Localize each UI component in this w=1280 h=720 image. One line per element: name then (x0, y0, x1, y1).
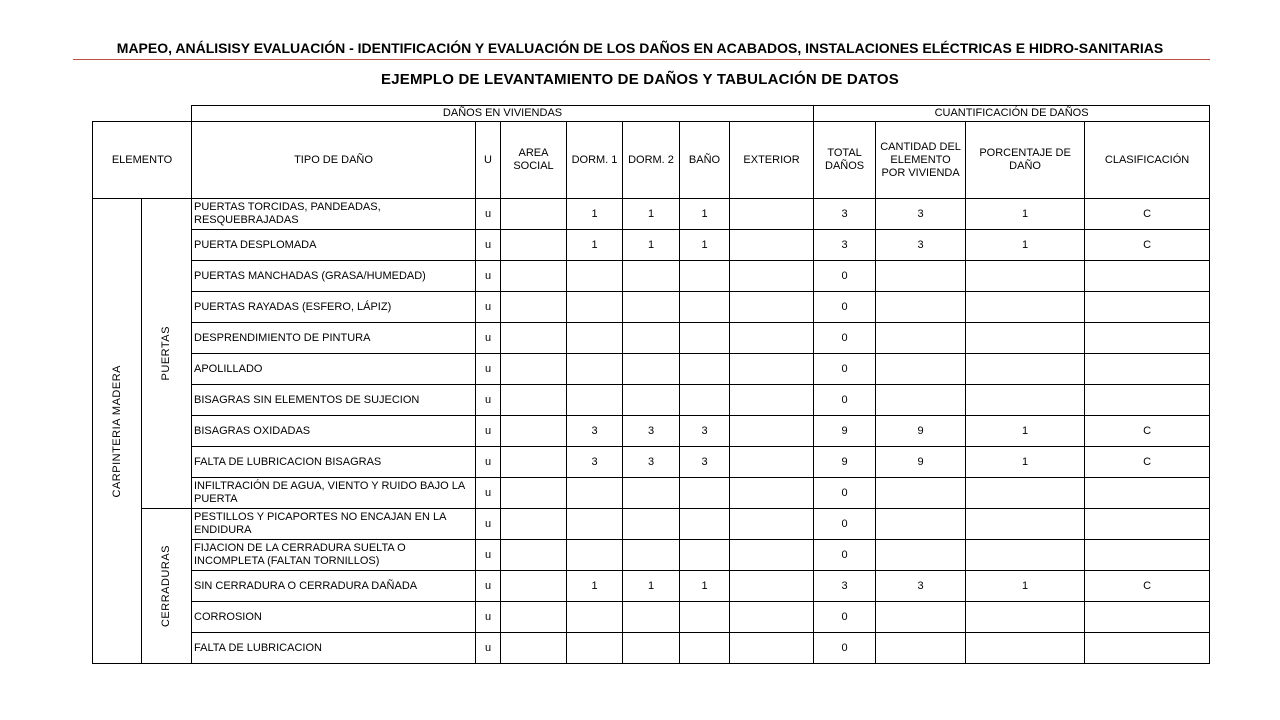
total-danos-cell: 0 (814, 261, 876, 292)
exterior-cell (730, 354, 814, 385)
damage-description: PESTILLOS Y PICAPORTES NO ENCAJAN EN LA ENDIDURA (192, 509, 476, 540)
dorm2-cell: 3 (623, 447, 680, 478)
cantidad-cell: 3 (876, 230, 966, 261)
cantidad-cell: 9 (876, 416, 966, 447)
porcentaje-cell (966, 385, 1085, 416)
area-social-cell (501, 540, 567, 571)
column-header-tipo: TIPO DE DAÑO (192, 122, 476, 199)
damage-description: FIJACION DE LA CERRADURA SUELTA O INCOMPLETA (FALTAN TORNILLOS) (192, 540, 476, 571)
page-title: MAPEO, ANÁLISISY EVALUACIÓN - IDENTIFICACIÓN Y EVALUACIÓN DE LOS DAÑOS EN ACABADOS, INSTALACIONES ELÉCTRICAS E HIDRO-SANITARIAS (116, 40, 1164, 56)
area-social-cell (501, 602, 567, 633)
area-social-cell (501, 261, 567, 292)
subgroup-label-text: PUERTAS (160, 326, 172, 381)
unit-cell: u (476, 478, 501, 509)
bano-cell (680, 261, 730, 292)
column-header-exterior: EXTERIOR (730, 122, 814, 199)
table-row (93, 633, 1210, 664)
subgroup-label-cerraduras (142, 509, 192, 664)
damage-description: DESPRENDIMIENTO DE PINTURA (192, 323, 476, 354)
clasificacion-cell: C (1085, 571, 1210, 602)
bano-cell (680, 509, 730, 540)
damage-description: INFILTRACIÓN DE AGUA, VIENTO Y RUIDO BAJO LA PUERTA (192, 478, 476, 509)
unit-cell: u (476, 385, 501, 416)
area-social-cell (501, 292, 567, 323)
dorm2-cell: 1 (623, 199, 680, 230)
exterior-cell (730, 540, 814, 571)
bano-cell (680, 633, 730, 664)
bano-cell (680, 292, 730, 323)
clasificacion-cell: C (1085, 416, 1210, 447)
cantidad-cell (876, 385, 966, 416)
clasificacion-cell (1085, 602, 1210, 633)
damage-description: PUERTA DESPLOMADA (192, 230, 476, 261)
porcentaje-cell (966, 509, 1085, 540)
exterior-cell (730, 230, 814, 261)
dorm2-cell: 1 (623, 571, 680, 602)
porcentaje-cell: 1 (966, 416, 1085, 447)
cantidad-cell (876, 323, 966, 354)
total-danos-cell: 0 (814, 323, 876, 354)
bano-cell (680, 602, 730, 633)
exterior-cell (730, 416, 814, 447)
unit-cell: u (476, 633, 501, 664)
total-danos-cell: 3 (814, 230, 876, 261)
cantidad-cell: 3 (876, 199, 966, 230)
table-row (93, 199, 1210, 230)
unit-cell: u (476, 199, 501, 230)
area-social-cell (501, 354, 567, 385)
column-header-cantidad: CANTIDAD DEL ELEMENTO POR VIVIENDA (876, 122, 966, 199)
subgroup-label-text: CERRADURAS (160, 544, 172, 627)
total-danos-cell: 0 (814, 602, 876, 633)
porcentaje-cell (966, 292, 1085, 323)
dorm2-cell (623, 323, 680, 354)
table-row (93, 416, 1210, 447)
total-danos-cell: 9 (814, 447, 876, 478)
unit-cell: u (476, 230, 501, 261)
dorm1-cell (567, 478, 623, 509)
cantidad-cell: 3 (876, 571, 966, 602)
porcentaje-cell (966, 323, 1085, 354)
column-header-clasificacion: CLASIFICACIÓN (1085, 122, 1210, 199)
unit-cell: u (476, 292, 501, 323)
cantidad-cell (876, 354, 966, 385)
dorm1-cell: 1 (567, 230, 623, 261)
unit-cell: u (476, 509, 501, 540)
bano-cell: 1 (680, 230, 730, 261)
section-header-cuantificacion: CUANTIFICACIÓN DE DAÑOS (814, 106, 1210, 122)
section-header-danos: DAÑOS EN VIVIENDAS (192, 106, 814, 122)
exterior-cell (730, 602, 814, 633)
blank-corner (93, 106, 192, 122)
damage-description: PUERTAS RAYADAS (ESFERO, LÁPIZ) (192, 292, 476, 323)
table-row (93, 385, 1210, 416)
damage-description: FALTA DE LUBRICACION (192, 633, 476, 664)
area-social-cell (501, 509, 567, 540)
total-danos-cell: 0 (814, 509, 876, 540)
table-row (93, 447, 1210, 478)
dorm2-cell (623, 354, 680, 385)
table-row (93, 292, 1210, 323)
porcentaje-cell (966, 354, 1085, 385)
clasificacion-cell (1085, 261, 1210, 292)
dorm1-cell (567, 323, 623, 354)
subgroup-label-puertas (142, 199, 192, 509)
cantidad-cell (876, 509, 966, 540)
area-social-cell (501, 447, 567, 478)
damage-description: BISAGRAS OXIDADAS (192, 416, 476, 447)
porcentaje-cell: 1 (966, 447, 1085, 478)
clasificacion-cell (1085, 323, 1210, 354)
dorm1-cell: 3 (567, 416, 623, 447)
dorm2-cell (623, 261, 680, 292)
bano-cell (680, 478, 730, 509)
area-social-cell (501, 323, 567, 354)
unit-cell: u (476, 447, 501, 478)
total-danos-cell: 0 (814, 385, 876, 416)
clasificacion-cell (1085, 478, 1210, 509)
column-header-dorm2: DORM. 2 (623, 122, 680, 199)
dorm1-cell (567, 261, 623, 292)
cantidad-cell (876, 261, 966, 292)
clasificacion-cell: C (1085, 199, 1210, 230)
unit-cell: u (476, 354, 501, 385)
area-social-cell (501, 199, 567, 230)
dorm1-cell (567, 540, 623, 571)
exterior-cell (730, 292, 814, 323)
porcentaje-cell (966, 261, 1085, 292)
area-social-cell (501, 633, 567, 664)
damage-description: FALTA DE LUBRICACION BISAGRAS (192, 447, 476, 478)
exterior-cell (730, 261, 814, 292)
damage-description: BISAGRAS SIN ELEMENTOS DE SUJECION (192, 385, 476, 416)
table-row (93, 478, 1210, 509)
cantidad-cell (876, 540, 966, 571)
dorm2-cell (623, 602, 680, 633)
table-row (93, 540, 1210, 571)
table-row (93, 509, 1210, 540)
damage-description: APOLILLADO (192, 354, 476, 385)
unit-cell: u (476, 323, 501, 354)
total-danos-cell: 0 (814, 633, 876, 664)
total-danos-cell: 0 (814, 354, 876, 385)
exterior-cell (730, 633, 814, 664)
clasificacion-cell (1085, 633, 1210, 664)
dorm1-cell: 3 (567, 447, 623, 478)
table-row (93, 261, 1210, 292)
cantidad-cell: 9 (876, 447, 966, 478)
column-header-total: TOTAL DAÑOS (814, 122, 876, 199)
column-header-row (93, 122, 1210, 199)
porcentaje-cell (966, 602, 1085, 633)
dorm2-cell (623, 478, 680, 509)
unit-cell: u (476, 540, 501, 571)
area-social-cell (501, 416, 567, 447)
exterior-cell (730, 199, 814, 230)
dorm1-cell (567, 633, 623, 664)
table-row (93, 230, 1210, 261)
exterior-cell (730, 509, 814, 540)
area-social-cell (501, 478, 567, 509)
group-label-text: CARPINTERIA MADERA (110, 364, 123, 498)
porcentaje-cell: 1 (966, 199, 1085, 230)
porcentaje-cell (966, 633, 1085, 664)
total-danos-cell: 0 (814, 540, 876, 571)
clasificacion-cell (1085, 509, 1210, 540)
clasificacion-cell: C (1085, 447, 1210, 478)
dorm2-cell (623, 385, 680, 416)
dorm1-cell (567, 509, 623, 540)
unit-cell: u (476, 602, 501, 633)
table-row (93, 323, 1210, 354)
clasificacion-cell (1085, 354, 1210, 385)
total-danos-cell: 0 (814, 292, 876, 323)
dorm1-cell (567, 602, 623, 633)
bano-cell: 3 (680, 447, 730, 478)
porcentaje-cell: 1 (966, 571, 1085, 602)
table-row (93, 354, 1210, 385)
exterior-cell (730, 571, 814, 602)
dorm2-cell (623, 540, 680, 571)
bano-cell (680, 540, 730, 571)
porcentaje-cell: 1 (966, 230, 1085, 261)
section-header-row (93, 106, 1210, 122)
damage-table (92, 105, 1210, 664)
dorm1-cell: 1 (567, 571, 623, 602)
clasificacion-cell: C (1085, 230, 1210, 261)
dorm1-cell (567, 354, 623, 385)
column-header-porcentaje: PORCENTAJE DE DAÑO (966, 122, 1085, 199)
exterior-cell (730, 323, 814, 354)
area-social-cell (501, 571, 567, 602)
damage-description: PUERTAS TORCIDAS, PANDEADAS, RESQUEBRAJADAS (192, 199, 476, 230)
column-header-u: U (476, 122, 501, 199)
cantidad-cell (876, 602, 966, 633)
dorm2-cell (623, 509, 680, 540)
area-social-cell (501, 230, 567, 261)
column-header-area: AREA SOCIAL (501, 122, 567, 199)
title-divider (73, 59, 1210, 60)
bano-cell (680, 323, 730, 354)
table-row (93, 602, 1210, 633)
porcentaje-cell (966, 540, 1085, 571)
unit-cell: u (476, 261, 501, 292)
dorm1-cell (567, 385, 623, 416)
total-danos-cell: 0 (814, 478, 876, 509)
dorm2-cell: 1 (623, 230, 680, 261)
damage-description: CORROSION (192, 602, 476, 633)
table-row (93, 571, 1210, 602)
clasificacion-cell (1085, 292, 1210, 323)
damage-description: PUERTAS MANCHADAS (GRASA/HUMEDAD) (192, 261, 476, 292)
clasificacion-cell (1085, 540, 1210, 571)
bano-cell (680, 354, 730, 385)
exterior-cell (730, 385, 814, 416)
dorm2-cell (623, 633, 680, 664)
dorm1-cell (567, 292, 623, 323)
bano-cell: 1 (680, 571, 730, 602)
unit-cell: u (476, 416, 501, 447)
dorm2-cell (623, 292, 680, 323)
bano-cell (680, 385, 730, 416)
cantidad-cell (876, 478, 966, 509)
porcentaje-cell (966, 478, 1085, 509)
exterior-cell (730, 447, 814, 478)
column-header-dorm1: DORM. 1 (567, 122, 623, 199)
dorm1-cell: 1 (567, 199, 623, 230)
clasificacion-cell (1085, 385, 1210, 416)
total-danos-cell: 3 (814, 199, 876, 230)
cantidad-cell (876, 292, 966, 323)
dorm2-cell: 3 (623, 416, 680, 447)
bano-cell: 1 (680, 199, 730, 230)
total-danos-cell: 9 (814, 416, 876, 447)
exterior-cell (730, 478, 814, 509)
column-header-bano: BAÑO (680, 122, 730, 199)
area-social-cell (501, 385, 567, 416)
group-label-carpinteria (93, 199, 142, 664)
unit-cell: u (476, 571, 501, 602)
bano-cell: 3 (680, 416, 730, 447)
damage-description: SIN CERRADURA O CERRADURA DAÑADA (192, 571, 476, 602)
total-danos-cell: 3 (814, 571, 876, 602)
table-subtitle: EJEMPLO DE LEVANTAMIENTO DE DAÑOS Y TABULACIÓN DE DATOS (381, 71, 899, 88)
column-header-elemento: ELEMENTO (93, 122, 192, 199)
cantidad-cell (876, 633, 966, 664)
